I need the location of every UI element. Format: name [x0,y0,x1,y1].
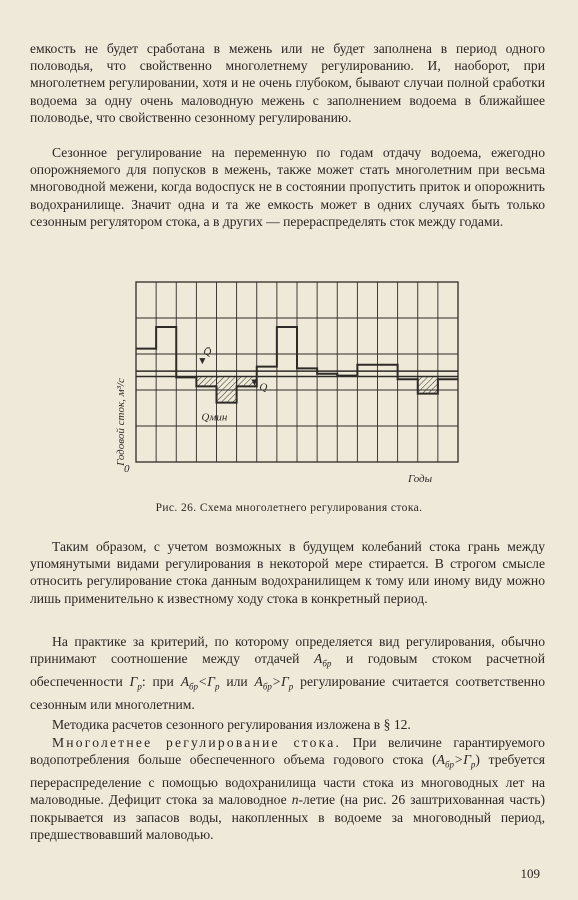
symbol-g-r: $\Gamma_р$ [129,674,142,692]
section-title: Многолетнее регулирование стока. [52,735,342,750]
paragraph-6 [30,734,545,843]
x-axis-label: Годы [408,473,433,485]
y-axis-label: Годовой сток, м³/с [115,378,127,466]
figure-caption: Рис. 26. Схема многолетнего регулирования стока. [155,502,423,514]
mean-flow-arrow [199,358,205,364]
p4-text-d: или [219,674,255,690]
inequality-gt-2: $A_{бр}>\Gamma_р$ [436,752,476,770]
qmin-label: Qмин [201,411,228,424]
p4-text-a: На практике за критерий, по которому определяется вид регулирования, обычно принимают соотношение между отдачей [30,634,545,667]
origin-label: 0 [124,463,130,475]
symbol-n: n [291,792,299,808]
deficit-hatch [418,377,438,394]
deficit-hatch [217,377,237,403]
p4-text-b: и годовым стоком расчетной обеспеченности [30,651,545,690]
inequality-lt: $A_{бр}<\Gamma_р$ [180,674,220,692]
figure-26 [108,272,468,502]
p6-text-a: При величине гарантируемого водопотребления больше обеспеченного объема годового стока ( [30,735,545,768]
paragraph-4 [30,633,545,713]
paragraph-2: Сезонное регулирование на переменную по годам отдачу водоема, ежегодно опорожняемого для попусков в межень, также может стать многолетним при весьма многоводной межени, когда водоспуск не в состоянии пропустить приток и опорожнить водохранилище. Значит одна и та же емкость может в одних случаях быть только сезонным регулятором стока, а в других — перераспределять сток между годами. [30,145,545,229]
mean-flow-label: Q̄ [203,346,212,359]
outflow-label: Q [259,381,268,394]
paragraph-1: емкость не будет сработана в межень или не будет заполнена в период одного половодья, что свойственно многолетнему регулированию. И, наоборот, при многолетнем регулировании, хотя и не очень глубоком, бывают случаи полной сработки водоема за одну очень маловодную межень с заполнением водоема в ближайшее половодье, что свойственно сезонному регулированию. [30,41,545,125]
deficit-hatch [196,377,216,387]
p4-text-c: : при [141,674,181,690]
p6-text-b: ) требуется перераспределение с помощью водохранилища части стока из многоводных лет на маловодные. Дефицит стока за маловодное [30,752,545,808]
p4-text-e: регулирование считается соответственно сезонным или многолетним. [30,674,546,713]
paragraph-5: Методика расчетов сезонного регулирования изложена в § 12. [52,717,411,732]
page-number: 109 [520,866,540,881]
symbol-a-br: $A_{бр}$ [314,651,332,669]
chart-svg [108,272,468,502]
inequality-gt: $A_{бр}>\Gamma_р$ [254,674,294,692]
p6-text-c: -летие (на рис. 26 заштрихованная часть) покрывается из запасов воды, накопленных в водоеме за многоводный период, предшествовавший маловодью. [30,792,545,842]
paragraph-3: Таким образом, с учетом возможных в будущем колебаний стока грань между упомянутыми видами регулирования в некоторой мере стирается. В строгом смысле относить регулирование стока данным водохранилищем к тому или иному виду можно лишь применительно к известному ходу стока в конкретный период. [30,539,545,606]
